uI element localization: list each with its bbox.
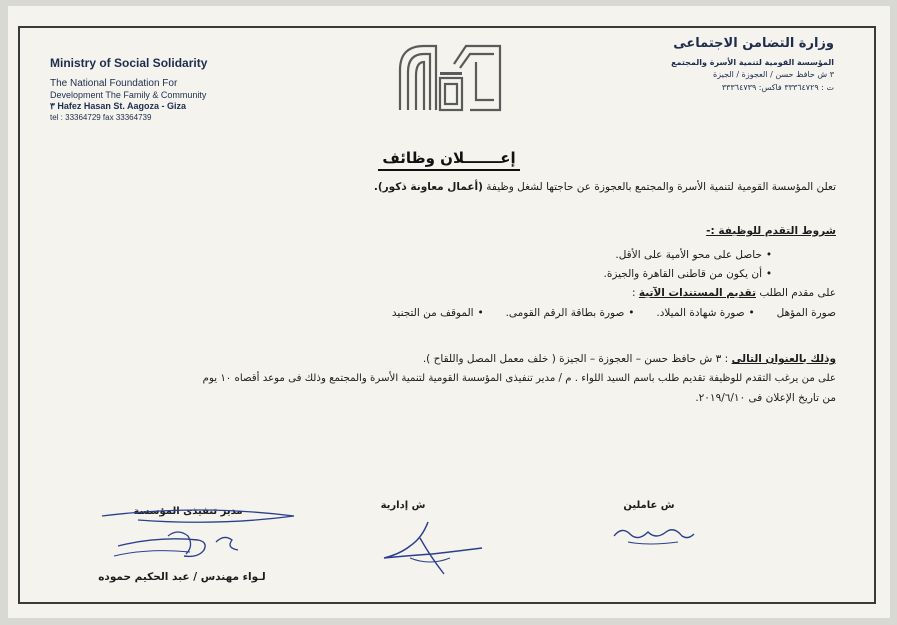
foundation-name-ar: المؤسسة القومية لتنمية الأسرة والمجتمع: [671, 58, 834, 67]
bullet-icon: •: [765, 249, 773, 261]
signature-workers: [604, 500, 694, 511]
document-item: •صورة بطاقة الرقم القومى.: [506, 307, 639, 319]
bullet-icon: •: [765, 268, 773, 280]
bullet-icon: •: [628, 307, 635, 319]
ministry-name-en: Ministry of Social Solidarity: [50, 56, 208, 70]
address-ar: ٣ ش حافظ حسن / العجوزة / الجيزة: [713, 70, 834, 79]
signature-workers-label: ش عاملين: [623, 500, 675, 511]
director-name: لـواء مهندس / عبد الحكيم حموده: [98, 571, 266, 583]
intro-text: تعلن المؤسسة القومية لتنمية الأسرة والمجتمع بالعجوزة عن حاجتها لشغل وظيفة: [486, 181, 836, 193]
contact-ar: ت : ٣٣٣٦٤٧٢٩ فاكس: ٣٣٣٦٤٧٣٩: [721, 83, 834, 92]
bullet-icon: •: [748, 307, 755, 319]
handwritten-signature-admin: [370, 518, 490, 578]
document-item: صورة المؤهل: [776, 307, 836, 319]
condition-item: •حاصل على محو الأمية على الأقل.: [615, 249, 776, 261]
job-title: (أعمال معاونة ذكور).: [373, 181, 483, 193]
intro-paragraph: [374, 181, 836, 193]
document-item: •صورة شهادة الميلاد.: [656, 307, 758, 319]
bullet-icon: •: [477, 307, 484, 319]
documents-list: [392, 307, 836, 319]
foundation-subtitle-en: Development The Family & Community: [50, 90, 207, 100]
announcement-title: إعـــــــلان وظائف: [8, 149, 890, 167]
director-title: مدير تنفيذى المؤسسة: [133, 506, 243, 517]
handwritten-signature-workers: [608, 518, 698, 548]
address-paragraph: وذلك بالعنوان التالى : ٣ ش حافظ حسن – العجوزة – الجيزة ( خلف معمل المصل واللقاح ).: [422, 353, 836, 365]
application-line-2: من تاريخ الإعلان فى ٢٠١٩/٦/١٠.: [695, 392, 836, 404]
conditions-heading: شروط التقدم للوظيفة :-: [706, 225, 836, 237]
document-page: [8, 6, 890, 618]
document-item: •الموقف من التجنيد: [392, 307, 488, 319]
ministry-name-ar: وزارة التضامن الاجتماعى: [673, 36, 834, 51]
signature-admin: [348, 500, 458, 511]
foundation-logo: [396, 40, 506, 112]
arabic-letterhead: [594, 36, 834, 94]
documents-intro: على مقدم الطلب تقديم المستندات الآتية :: [632, 287, 836, 299]
application-line-1: على من يرغب التقدم للوظيفة تقديم طلب باسم السيد اللواء . م / مدير تنفيذى المؤسسة القومية لتنمية الأسرة والمجتمع وذلك فى موعد أقصاه ١٠ يوم: [202, 373, 836, 384]
signature-admin-label: ش إدارية: [380, 500, 426, 511]
foundation-name-en: The National Foundation For: [50, 78, 178, 89]
english-letterhead: [50, 56, 290, 123]
handwritten-signature-director: [98, 506, 298, 566]
condition-item: •أن يكون من قاطنى القاهرة والجيزة.: [603, 268, 776, 280]
contact-en: tel : 33364729 fax 33364739: [50, 113, 152, 122]
address-en: ٣ Hafez Hasan St. Aagoza - Giza: [50, 101, 187, 111]
